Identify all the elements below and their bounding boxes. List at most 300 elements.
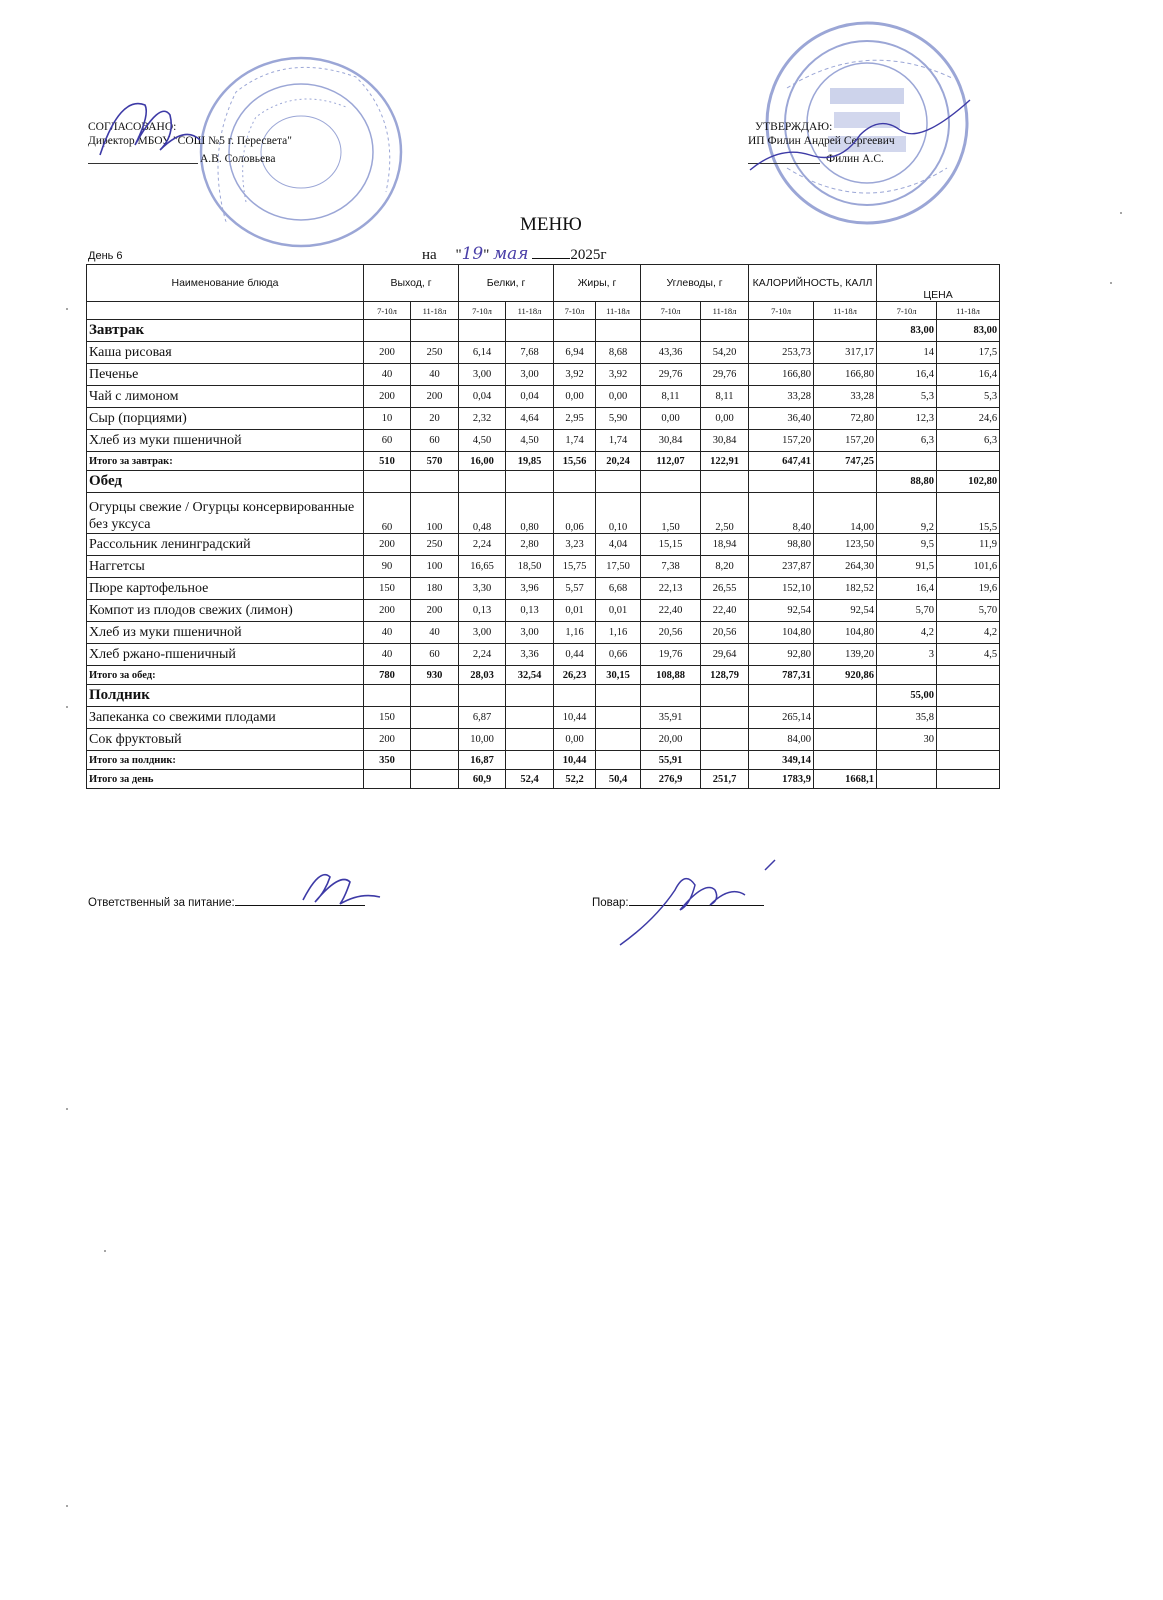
total-row xyxy=(87,770,1000,789)
table-cell: 60 xyxy=(411,430,459,452)
table-cell xyxy=(641,320,701,342)
section-row xyxy=(87,685,1000,707)
table-cell xyxy=(506,685,554,707)
table-cell: 18,94 xyxy=(701,534,749,556)
table-cell: 8,20 xyxy=(701,556,749,578)
dish-row xyxy=(87,556,1000,578)
table-cell: 4,04 xyxy=(596,534,641,556)
table-cell xyxy=(554,320,596,342)
dish-name: Огурцы свежие / Огурцы консервированные без уксуса xyxy=(87,493,364,534)
table-cell: 0,13 xyxy=(506,600,554,622)
table-cell xyxy=(701,471,749,493)
table-cell xyxy=(641,685,701,707)
table-cell: 200 xyxy=(364,600,411,622)
date-month-handwritten: мая xyxy=(493,244,529,264)
table-cell: 0,00 xyxy=(554,729,596,751)
table-cell xyxy=(937,751,1000,770)
dish-row xyxy=(87,707,1000,729)
table-cell: 24,6 xyxy=(937,408,1000,430)
table-cell xyxy=(814,685,877,707)
approval-left-label: СОГЛАСОВАНО: xyxy=(88,121,177,133)
table-cell xyxy=(877,452,937,471)
dish-row xyxy=(87,493,1000,534)
total-label: Итого за полдник: xyxy=(87,751,364,770)
section-row xyxy=(87,320,1000,342)
table-cell xyxy=(937,729,1000,751)
table-cell: 349,14 xyxy=(749,751,814,770)
table-cell: 3,30 xyxy=(459,578,506,600)
table-cell: 3,92 xyxy=(596,364,641,386)
table-cell: 3,23 xyxy=(554,534,596,556)
table-cell: 30,84 xyxy=(641,430,701,452)
table-cell: 182,52 xyxy=(814,578,877,600)
table-cell: 0,66 xyxy=(596,644,641,666)
table-cell xyxy=(749,471,814,493)
table-cell: 7,68 xyxy=(506,342,554,364)
table-cell: 72,80 xyxy=(814,408,877,430)
table-cell: 112,07 xyxy=(641,452,701,471)
table-cell: 108,88 xyxy=(641,666,701,685)
dish-row xyxy=(87,600,1000,622)
subheader-empty xyxy=(87,302,364,320)
header-price: ЦЕНА xyxy=(877,265,1000,302)
table-cell: 3,96 xyxy=(506,578,554,600)
table-cell: 5,3 xyxy=(877,386,937,408)
table-cell: 150 xyxy=(364,578,411,600)
dish-name: Сыр (порциями) xyxy=(87,408,364,430)
table-cell: 2,50 xyxy=(701,493,749,534)
scan-speck xyxy=(66,706,68,708)
cook-signature xyxy=(615,850,785,950)
table-cell: 19,6 xyxy=(937,578,1000,600)
table-cell: 60 xyxy=(411,644,459,666)
dish-row xyxy=(87,622,1000,644)
scan-speck xyxy=(1120,212,1122,214)
table-cell: 17,5 xyxy=(937,342,1000,364)
table-cell xyxy=(749,685,814,707)
subheader-age: 11-18л xyxy=(506,302,554,320)
responsible-label: Ответственный за питание: xyxy=(88,897,235,909)
table-cell: 3,00 xyxy=(459,622,506,644)
total-row xyxy=(87,666,1000,685)
table-cell: 1,50 xyxy=(641,493,701,534)
table-cell: 26,23 xyxy=(554,666,596,685)
table-cell: 55,00 xyxy=(877,685,937,707)
total-row xyxy=(87,452,1000,471)
table-cell: 40 xyxy=(411,622,459,644)
section-name: Полдник xyxy=(87,685,364,707)
table-cell: 90 xyxy=(364,556,411,578)
table-cell: 16,4 xyxy=(877,364,937,386)
subheader-age: 7-10л xyxy=(877,302,937,320)
table-cell: 14,00 xyxy=(814,493,877,534)
table-cell: 20,24 xyxy=(596,452,641,471)
dish-name: Хлеб из муки пшеничной xyxy=(87,622,364,644)
table-cell: 0,01 xyxy=(554,600,596,622)
table-cell: 7,38 xyxy=(641,556,701,578)
table-cell: 92,54 xyxy=(749,600,814,622)
dish-row xyxy=(87,729,1000,751)
table-cell: 0,13 xyxy=(459,600,506,622)
table-cell: 55,91 xyxy=(641,751,701,770)
table-cell: 14 xyxy=(877,342,937,364)
table-cell: 22,40 xyxy=(701,600,749,622)
table-cell: 22,13 xyxy=(641,578,701,600)
table-cell xyxy=(459,320,506,342)
table-cell: 54,20 xyxy=(701,342,749,364)
table-cell xyxy=(364,320,411,342)
table-cell: 2,80 xyxy=(506,534,554,556)
table-cell: 264,30 xyxy=(814,556,877,578)
table-cell xyxy=(364,685,411,707)
table-cell: 101,6 xyxy=(937,556,1000,578)
table-cell: 18,50 xyxy=(506,556,554,578)
table-cell: 0,00 xyxy=(641,408,701,430)
table-cell xyxy=(411,707,459,729)
table-cell: 276,9 xyxy=(641,770,701,789)
table-cell: 40 xyxy=(364,364,411,386)
date-day-handwritten: 19 xyxy=(461,244,484,264)
approval-left-name: А.В. Соловьева xyxy=(200,153,276,165)
subheader-age: 11-18л xyxy=(701,302,749,320)
date-underline xyxy=(532,258,570,259)
table-cell: 30,84 xyxy=(701,430,749,452)
table-cell xyxy=(814,471,877,493)
header-dish-name: Наименование блюда xyxy=(87,265,364,302)
table-cell: 16,4 xyxy=(877,578,937,600)
table-cell xyxy=(459,471,506,493)
table-cell: 40 xyxy=(364,644,411,666)
cook-label: Повар: xyxy=(592,897,629,909)
table-cell: 150 xyxy=(364,707,411,729)
dish-name: Печенье xyxy=(87,364,364,386)
table-cell: 4,5 xyxy=(937,644,1000,666)
table-cell: 29,76 xyxy=(701,364,749,386)
table-cell xyxy=(596,707,641,729)
table-cell: 60 xyxy=(364,430,411,452)
total-row xyxy=(87,751,1000,770)
director-signature xyxy=(90,85,210,175)
table-cell: 4,2 xyxy=(937,622,1000,644)
table-cell: 29,76 xyxy=(641,364,701,386)
table-cell: 180 xyxy=(411,578,459,600)
subheader-age: 11-18л xyxy=(411,302,459,320)
table-cell: 1,74 xyxy=(554,430,596,452)
table-cell: 250 xyxy=(411,534,459,556)
table-cell: 780 xyxy=(364,666,411,685)
table-cell xyxy=(701,751,749,770)
dish-row xyxy=(87,534,1000,556)
table-cell: 920,86 xyxy=(814,666,877,685)
table-cell: 3,36 xyxy=(506,644,554,666)
table-cell xyxy=(814,320,877,342)
table-cell: 6,3 xyxy=(877,430,937,452)
table-cell: 0,01 xyxy=(596,600,641,622)
table-cell: 20,00 xyxy=(641,729,701,751)
table-cell: 88,80 xyxy=(877,471,937,493)
table-cell xyxy=(814,751,877,770)
table-cell: 0,48 xyxy=(459,493,506,534)
responsible-signature xyxy=(295,862,385,912)
entrepreneur-signature xyxy=(740,95,980,185)
table-cell: 647,41 xyxy=(749,452,814,471)
table-cell: 83,00 xyxy=(937,320,1000,342)
table-cell xyxy=(701,707,749,729)
table-cell: 30 xyxy=(877,729,937,751)
table-cell: 200 xyxy=(411,386,459,408)
table-cell xyxy=(937,685,1000,707)
table-cell xyxy=(506,471,554,493)
subheader-age: 7-10л xyxy=(641,302,701,320)
table-cell: 5,70 xyxy=(937,600,1000,622)
table-cell: 83,00 xyxy=(877,320,937,342)
table-cell: 50,4 xyxy=(596,770,641,789)
table-cell xyxy=(937,666,1000,685)
dish-row xyxy=(87,408,1000,430)
subheader-age: 11-18л xyxy=(814,302,877,320)
table-cell: 33,28 xyxy=(749,386,814,408)
menu-date xyxy=(422,244,606,264)
table-cell: 1,16 xyxy=(554,622,596,644)
table-cell: 102,80 xyxy=(937,471,1000,493)
table-cell: 510 xyxy=(364,452,411,471)
table-cell: 92,80 xyxy=(749,644,814,666)
table-cell: 35,8 xyxy=(877,707,937,729)
table-cell xyxy=(814,707,877,729)
table-cell: 20,56 xyxy=(701,622,749,644)
table-cell: 60,9 xyxy=(459,770,506,789)
table-cell: 20 xyxy=(411,408,459,430)
table-cell: 0,00 xyxy=(554,386,596,408)
table-cell xyxy=(411,471,459,493)
header-carbs: Углеводы, г xyxy=(641,265,749,302)
table-header-row xyxy=(87,265,1000,302)
table-cell: 12,3 xyxy=(877,408,937,430)
table-cell xyxy=(506,751,554,770)
table-cell: 9,2 xyxy=(877,493,937,534)
table-cell: 0,04 xyxy=(459,386,506,408)
date-prefix: на xyxy=(422,247,437,263)
table-cell xyxy=(411,751,459,770)
table-cell: 8,11 xyxy=(701,386,749,408)
header-yield: Выход, г xyxy=(364,265,459,302)
table-cell: 33,28 xyxy=(814,386,877,408)
table-cell: 8,40 xyxy=(749,493,814,534)
dish-row xyxy=(87,578,1000,600)
table-cell: 60 xyxy=(364,493,411,534)
subheader-age: 11-18л xyxy=(937,302,1000,320)
table-cell: 16,87 xyxy=(459,751,506,770)
table-cell: 35,91 xyxy=(641,707,701,729)
table-cell: 40 xyxy=(364,622,411,644)
date-open-quote: " xyxy=(455,247,462,263)
dish-name: Компот из плодов свежих (лимон) xyxy=(87,600,364,622)
table-cell xyxy=(506,729,554,751)
table-cell xyxy=(554,471,596,493)
dish-row xyxy=(87,386,1000,408)
scan-speck xyxy=(66,1108,68,1110)
table-cell xyxy=(554,685,596,707)
table-cell: 200 xyxy=(364,729,411,751)
table-cell: 4,50 xyxy=(506,430,554,452)
date-close-quote: " xyxy=(483,247,490,263)
dish-row xyxy=(87,342,1000,364)
table-cell: 19,76 xyxy=(641,644,701,666)
dish-name: Наггетсы xyxy=(87,556,364,578)
table-cell: 104,80 xyxy=(749,622,814,644)
table-cell: 0,44 xyxy=(554,644,596,666)
table-cell xyxy=(937,452,1000,471)
table-cell: 5,57 xyxy=(554,578,596,600)
dish-name: Сок фруктовый xyxy=(87,729,364,751)
table-cell: 237,87 xyxy=(749,556,814,578)
table-cell: 32,54 xyxy=(506,666,554,685)
dish-name: Хлеб из муки пшеничной xyxy=(87,430,364,452)
table-cell: 20,56 xyxy=(641,622,701,644)
approval-right-name: Филин А.С. xyxy=(826,153,884,165)
table-cell: 200 xyxy=(364,534,411,556)
table-cell xyxy=(596,729,641,751)
section-row xyxy=(87,471,1000,493)
table-cell: 122,91 xyxy=(701,452,749,471)
table-cell: 10,00 xyxy=(459,729,506,751)
table-cell xyxy=(749,320,814,342)
table-cell xyxy=(411,770,459,789)
table-cell: 10,44 xyxy=(554,751,596,770)
table-cell: 3,00 xyxy=(506,622,554,644)
table-cell: 10,44 xyxy=(554,707,596,729)
table-cell: 1783,9 xyxy=(749,770,814,789)
table-cell: 15,56 xyxy=(554,452,596,471)
table-cell: 6,94 xyxy=(554,342,596,364)
table-cell: 157,20 xyxy=(749,430,814,452)
table-cell xyxy=(877,751,937,770)
table-cell: 0,00 xyxy=(701,408,749,430)
table-cell xyxy=(596,320,641,342)
table-cell: 100 xyxy=(411,556,459,578)
header-protein: Белки, г xyxy=(459,265,554,302)
table-cell: 123,50 xyxy=(814,534,877,556)
table-cell: 350 xyxy=(364,751,411,770)
table-cell: 152,10 xyxy=(749,578,814,600)
table-cell xyxy=(596,685,641,707)
table-cell: 30,15 xyxy=(596,666,641,685)
table-cell: 4,64 xyxy=(506,408,554,430)
table-cell: 570 xyxy=(411,452,459,471)
total-label: Итого за обед: xyxy=(87,666,364,685)
table-cell xyxy=(596,751,641,770)
table-cell: 157,20 xyxy=(814,430,877,452)
table-cell xyxy=(701,320,749,342)
table-cell: 10 xyxy=(364,408,411,430)
table-cell: 4,2 xyxy=(877,622,937,644)
table-cell: 8,68 xyxy=(596,342,641,364)
table-cell: 52,2 xyxy=(554,770,596,789)
table-cell: 16,4 xyxy=(937,364,1000,386)
document-title: МЕНЮ xyxy=(520,214,582,235)
table-cell: 9,5 xyxy=(877,534,937,556)
table-cell: 5,3 xyxy=(937,386,1000,408)
dish-name: Рассольник ленинградский xyxy=(87,534,364,556)
table-cell: 28,03 xyxy=(459,666,506,685)
table-cell: 19,85 xyxy=(506,452,554,471)
dish-row xyxy=(87,364,1000,386)
table-cell: 128,79 xyxy=(701,666,749,685)
dish-name: Каша рисовая xyxy=(87,342,364,364)
table-cell: 6,68 xyxy=(596,578,641,600)
approval-right-position: ИП Филин Андрей Сергеевич xyxy=(748,135,895,147)
table-cell: 0,04 xyxy=(506,386,554,408)
table-cell xyxy=(641,471,701,493)
table-cell: 0,10 xyxy=(596,493,641,534)
table-cell xyxy=(364,471,411,493)
table-cell: 250 xyxy=(411,342,459,364)
table-cell: 0,06 xyxy=(554,493,596,534)
total-label: Итого за завтрак: xyxy=(87,452,364,471)
table-cell: 15,15 xyxy=(641,534,701,556)
table-cell: 930 xyxy=(411,666,459,685)
table-cell: 787,31 xyxy=(749,666,814,685)
table-cell: 52,4 xyxy=(506,770,554,789)
table-cell: 139,20 xyxy=(814,644,877,666)
scan-speck xyxy=(104,1250,106,1252)
table-cell: 2,24 xyxy=(459,534,506,556)
table-cell: 3,00 xyxy=(506,364,554,386)
table-cell: 253,73 xyxy=(749,342,814,364)
table-cell: 2,95 xyxy=(554,408,596,430)
table-cell: 6,87 xyxy=(459,707,506,729)
section-name: Обед xyxy=(87,471,364,493)
subheader-age: 7-10л xyxy=(749,302,814,320)
table-cell: 100 xyxy=(411,493,459,534)
table-cell: 747,25 xyxy=(814,452,877,471)
table-cell: 43,36 xyxy=(641,342,701,364)
table-cell: 29,64 xyxy=(701,644,749,666)
scan-speck xyxy=(66,308,68,310)
table-cell: 26,55 xyxy=(701,578,749,600)
table-cell: 3,00 xyxy=(459,364,506,386)
table-cell xyxy=(596,471,641,493)
table-cell: 251,7 xyxy=(701,770,749,789)
date-year: 2025г xyxy=(570,247,607,263)
table-cell: 17,50 xyxy=(596,556,641,578)
table-cell xyxy=(506,707,554,729)
table-cell: 0,80 xyxy=(506,493,554,534)
table-cell: 200 xyxy=(364,386,411,408)
subheader-age: 7-10л xyxy=(364,302,411,320)
scan-speck xyxy=(1110,282,1112,284)
table-cell: 84,00 xyxy=(749,729,814,751)
table-cell xyxy=(411,729,459,751)
table-subheader-row xyxy=(87,302,1000,320)
table-cell: 6,14 xyxy=(459,342,506,364)
table-cell: 5,70 xyxy=(877,600,937,622)
table-cell: 2,24 xyxy=(459,644,506,666)
table-cell: 15,75 xyxy=(554,556,596,578)
header-calories: КАЛОРИЙНОСТЬ, КАЛЛ xyxy=(749,265,877,302)
table-cell: 1668,1 xyxy=(814,770,877,789)
subheader-age: 11-18л xyxy=(596,302,641,320)
table-cell xyxy=(877,666,937,685)
subheader-age: 7-10л xyxy=(554,302,596,320)
table-cell xyxy=(459,685,506,707)
table-cell: 92,54 xyxy=(814,600,877,622)
table-cell xyxy=(701,685,749,707)
scan-speck xyxy=(66,1505,68,1507)
dish-name: Запеканка со свежими плодами xyxy=(87,707,364,729)
table-cell xyxy=(411,685,459,707)
table-cell xyxy=(937,770,1000,789)
